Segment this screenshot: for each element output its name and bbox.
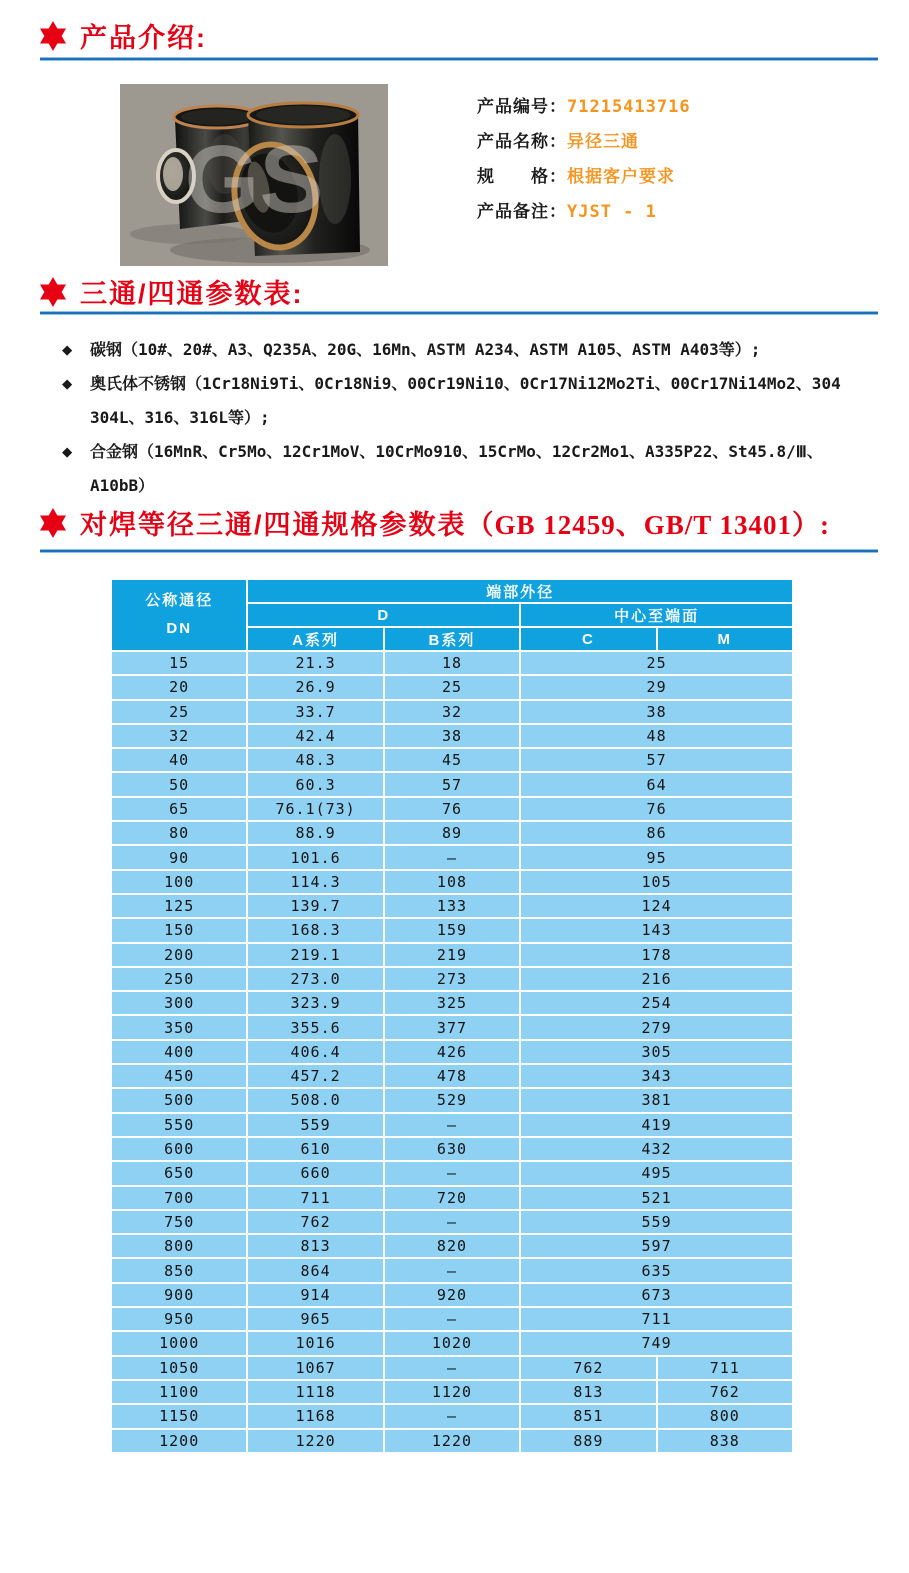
table-row — [111, 797, 793, 821]
bullet-continuation — [62, 405, 909, 428]
table-header-row — [111, 579, 793, 603]
table-cell: 813 — [247, 1234, 383, 1258]
table-cell: 101.6 — [247, 845, 383, 869]
table-cell: 200 — [111, 943, 247, 967]
diamond-bullet-icon: ◆ — [62, 442, 73, 462]
table-header-cell-dn: 公称通径 DN — [111, 579, 247, 651]
table-cell: 124 — [520, 894, 793, 918]
table-cell: 168.3 — [247, 918, 383, 942]
table-cell: 813 — [520, 1380, 656, 1404]
table-row — [111, 1356, 793, 1380]
table-cell: — — [384, 1307, 520, 1331]
table-cell: 15 — [111, 651, 247, 675]
table-cell: — — [384, 1258, 520, 1282]
table-cell: 377 — [384, 1015, 520, 1039]
bullet-item — [62, 439, 892, 462]
table-cell: — — [384, 1356, 520, 1380]
table-cell: 114.3 — [247, 870, 383, 894]
table-cell: 762 — [520, 1356, 656, 1380]
table-row — [111, 1210, 793, 1234]
product-field — [477, 197, 657, 222]
table-row — [111, 651, 793, 675]
table-cell: 660 — [247, 1161, 383, 1185]
section-heading-params — [38, 272, 304, 311]
table-cell: 635 — [520, 1258, 793, 1282]
table-cell: 597 — [520, 1234, 793, 1258]
star-icon — [38, 507, 68, 539]
table-cell: 273.0 — [247, 967, 383, 991]
table-cell: 64 — [520, 772, 793, 796]
table-row — [111, 1137, 793, 1161]
field-value: YJST - 1 — [567, 202, 657, 222]
bullet-item — [62, 337, 892, 360]
table-cell: 219.1 — [247, 943, 383, 967]
table-cell: 60.3 — [247, 772, 383, 796]
table-row — [111, 991, 793, 1015]
table-cell: 80 — [111, 821, 247, 845]
table-row — [111, 724, 793, 748]
diamond-bullet-icon: ◆ — [62, 374, 73, 394]
table-cell: 478 — [384, 1064, 520, 1088]
table-cell: 323.9 — [247, 991, 383, 1015]
table-cell: 762 — [247, 1210, 383, 1234]
spec-table-body — [111, 579, 793, 1453]
table-cell: 50 — [111, 772, 247, 796]
table-cell: 33.7 — [247, 700, 383, 724]
table-cell: 500 — [111, 1088, 247, 1112]
table-row — [111, 1380, 793, 1404]
bullet-line: 合金钢（16MnR、Cr5Mo、12Cr1MoV、10CrMo910、15CrMo、12Cr2Mo1、A335P22、St45.8/Ⅲ、 — [90, 442, 823, 461]
heading-rule — [40, 311, 878, 315]
table-row — [111, 675, 793, 699]
spec-table — [110, 578, 794, 1454]
table-cell: 32 — [111, 724, 247, 748]
table-cell: 38 — [520, 700, 793, 724]
table-cell: 508.0 — [247, 1088, 383, 1112]
table-cell: 143 — [520, 918, 793, 942]
table-cell: 305 — [520, 1040, 793, 1064]
table-cell: 529 — [384, 1088, 520, 1112]
table-cell: 559 — [247, 1113, 383, 1137]
table-row — [111, 1429, 793, 1453]
table-cell: 21.3 — [247, 651, 383, 675]
table-cell: 25 — [111, 700, 247, 724]
table-row — [111, 1113, 793, 1137]
table-cell: — — [384, 1210, 520, 1234]
table-cell: 300 — [111, 991, 247, 1015]
heading-rule — [40, 549, 878, 553]
table-cell: 550 — [111, 1113, 247, 1137]
table-cell: 65 — [111, 797, 247, 821]
table-cell: 325 — [384, 991, 520, 1015]
table-cell: 762 — [657, 1380, 793, 1404]
table-cell: 750 — [111, 1210, 247, 1234]
table-cell: — — [384, 1113, 520, 1137]
table-cell: 45 — [384, 748, 520, 772]
table-cell: 254 — [520, 991, 793, 1015]
product-photo — [120, 84, 388, 266]
table-cell: 419 — [520, 1113, 793, 1137]
table-cell: 1120 — [384, 1380, 520, 1404]
table-header-cell-d: D — [247, 603, 520, 627]
table-cell: 457.2 — [247, 1064, 383, 1088]
bullet-item — [62, 371, 892, 394]
table-cell: 749 — [520, 1331, 793, 1355]
table-cell: 355.6 — [247, 1015, 383, 1039]
table-cell: 851 — [520, 1404, 656, 1428]
table-cell: 343 — [520, 1064, 793, 1088]
table-cell: 559 — [520, 1210, 793, 1234]
table-row — [111, 918, 793, 942]
table-row — [111, 1258, 793, 1282]
table-row — [111, 1015, 793, 1039]
table-cell: 432 — [520, 1137, 793, 1161]
table-cell: 20 — [111, 675, 247, 699]
section-heading-intro — [38, 16, 207, 55]
table-cell: 89 — [384, 821, 520, 845]
table-cell: 108 — [384, 870, 520, 894]
table-cell: 406.4 — [247, 1040, 383, 1064]
bullet-line: 304L、316、316L等）; — [90, 408, 270, 427]
section-title: 对焊等径三通/四通规格参数表（GB 12459、GB/T 13401）: — [80, 510, 831, 540]
table-cell: 95 — [520, 845, 793, 869]
table-cell: 100 — [111, 870, 247, 894]
section-heading-specs — [38, 503, 830, 542]
table-row — [111, 1234, 793, 1258]
table-row — [111, 748, 793, 772]
table-cell: 711 — [657, 1356, 793, 1380]
table-cell: 864 — [247, 1258, 383, 1282]
star-icon — [38, 276, 68, 308]
table-row — [111, 1088, 793, 1112]
table-cell: 889 — [520, 1429, 656, 1453]
table-cell: 521 — [520, 1186, 793, 1210]
table-cell: 1016 — [247, 1331, 383, 1355]
table-row — [111, 772, 793, 796]
table-cell: 42.4 — [247, 724, 383, 748]
table-cell: 800 — [657, 1404, 793, 1428]
table-cell: 139.7 — [247, 894, 383, 918]
heading-rule — [40, 57, 878, 61]
field-label: 产品名称： — [477, 132, 567, 151]
table-row — [111, 1307, 793, 1331]
section-title: 三通/四通参数表: — [80, 279, 304, 309]
table-cell: — — [384, 1404, 520, 1428]
table-cell: 350 — [111, 1015, 247, 1039]
table-cell: 48 — [520, 724, 793, 748]
table-cell: 133 — [384, 894, 520, 918]
table-row — [111, 1404, 793, 1428]
table-cell: 495 — [520, 1161, 793, 1185]
table-cell: 1220 — [384, 1429, 520, 1453]
diamond-bullet-icon: ◆ — [62, 340, 73, 360]
product-field — [477, 92, 691, 117]
page-title: 产品介绍: — [80, 23, 207, 53]
table-row — [111, 700, 793, 724]
field-label: 产品编号： — [477, 97, 567, 116]
field-value: 71215413716 — [567, 97, 691, 117]
table-cell: 673 — [520, 1283, 793, 1307]
table-cell: 426 — [384, 1040, 520, 1064]
table-row — [111, 845, 793, 869]
table-cell: 18 — [384, 651, 520, 675]
table-cell: — — [384, 845, 520, 869]
table-cell: 720 — [384, 1186, 520, 1210]
table-cell: 25 — [520, 651, 793, 675]
table-row — [111, 1186, 793, 1210]
table-cell: 450 — [111, 1064, 247, 1088]
table-cell: 26.9 — [247, 675, 383, 699]
table-header-cell-c: C — [520, 627, 656, 651]
table-cell: 1000 — [111, 1331, 247, 1355]
table-cell: 600 — [111, 1137, 247, 1161]
table-cell: 29 — [520, 675, 793, 699]
table-cell: 76 — [520, 797, 793, 821]
table-row — [111, 967, 793, 991]
table-cell: 1168 — [247, 1404, 383, 1428]
table-row — [111, 943, 793, 967]
bullet-line: 碳钢（10#、20#、A3、Q235A、20G、16Mn、ASTM A234、ASTM A105、ASTM A403等）; — [90, 340, 761, 359]
table-cell: 650 — [111, 1161, 247, 1185]
table-cell: 800 — [111, 1234, 247, 1258]
table-cell: 965 — [247, 1307, 383, 1331]
table-row — [111, 1040, 793, 1064]
table-cell: 38 — [384, 724, 520, 748]
table-cell: 700 — [111, 1186, 247, 1210]
bullet-line: A10bB） — [90, 476, 155, 495]
table-header-cell-cm: 中心至端面 — [520, 603, 793, 627]
table-row — [111, 1283, 793, 1307]
field-label: 规 格： — [477, 167, 567, 186]
table-cell: 1118 — [247, 1380, 383, 1404]
table-cell: 178 — [520, 943, 793, 967]
table-cell: 250 — [111, 967, 247, 991]
table-cell: 381 — [520, 1088, 793, 1112]
table-cell: 820 — [384, 1234, 520, 1258]
product-field — [477, 162, 675, 187]
table-cell: 125 — [111, 894, 247, 918]
field-value: 异径三通 — [567, 132, 639, 152]
table-cell: 610 — [247, 1137, 383, 1161]
table-cell: 1150 — [111, 1404, 247, 1428]
table-cell: 630 — [384, 1137, 520, 1161]
table-header-cell-group: 端部外径 — [247, 579, 793, 603]
table-cell: 273 — [384, 967, 520, 991]
table-header-cell-a: A系列 — [247, 627, 383, 651]
table-cell: 57 — [384, 772, 520, 796]
table-header-cell-b: B系列 — [384, 627, 520, 651]
table-cell: 279 — [520, 1015, 793, 1039]
table-cell: 90 — [111, 845, 247, 869]
table-cell: 711 — [247, 1186, 383, 1210]
table-cell: 1100 — [111, 1380, 247, 1404]
table-row — [111, 894, 793, 918]
table-cell: — — [384, 1161, 520, 1185]
table-cell: 159 — [384, 918, 520, 942]
table-cell: 850 — [111, 1258, 247, 1282]
star-icon — [38, 20, 68, 52]
table-cell: 1200 — [111, 1429, 247, 1453]
table-cell: 914 — [247, 1283, 383, 1307]
table-cell: 57 — [520, 748, 793, 772]
table-cell: 219 — [384, 943, 520, 967]
table-cell: 40 — [111, 748, 247, 772]
table-cell: 1050 — [111, 1356, 247, 1380]
table-cell: 25 — [384, 675, 520, 699]
bullet-continuation — [62, 473, 909, 496]
table-cell: 950 — [111, 1307, 247, 1331]
table-cell: 76 — [384, 797, 520, 821]
table-row — [111, 1064, 793, 1088]
table-cell: 920 — [384, 1283, 520, 1307]
bullet-line: 奥氏体不锈钢（1Cr18Ni9Ti、0Cr18Ni9、00Cr19Ni10、0Cr17Ni12Mo2Ti、00Cr17Ni14Mo2、304 — [90, 374, 841, 393]
table-cell: 88.9 — [247, 821, 383, 845]
field-label: 产品备注： — [477, 202, 567, 221]
table-cell: 86 — [520, 821, 793, 845]
table-cell: 838 — [657, 1429, 793, 1453]
table-cell: 1067 — [247, 1356, 383, 1380]
table-cell: 32 — [384, 700, 520, 724]
product-field — [477, 127, 639, 152]
table-cell: 105 — [520, 870, 793, 894]
table-cell: 400 — [111, 1040, 247, 1064]
table-cell: 900 — [111, 1283, 247, 1307]
table-row — [111, 1161, 793, 1185]
table-row — [111, 821, 793, 845]
field-value: 根据客户要求 — [567, 167, 675, 187]
table-header-cell-m: M — [657, 627, 793, 651]
photo-watermark: GS — [184, 126, 324, 233]
table-cell: 711 — [520, 1307, 793, 1331]
table-row — [111, 1331, 793, 1355]
table-cell: 216 — [520, 967, 793, 991]
table-cell: 150 — [111, 918, 247, 942]
table-cell: 48.3 — [247, 748, 383, 772]
table-cell: 76.1(73) — [247, 797, 383, 821]
table-row — [111, 870, 793, 894]
table-cell: 1220 — [247, 1429, 383, 1453]
table-cell: 1020 — [384, 1331, 520, 1355]
